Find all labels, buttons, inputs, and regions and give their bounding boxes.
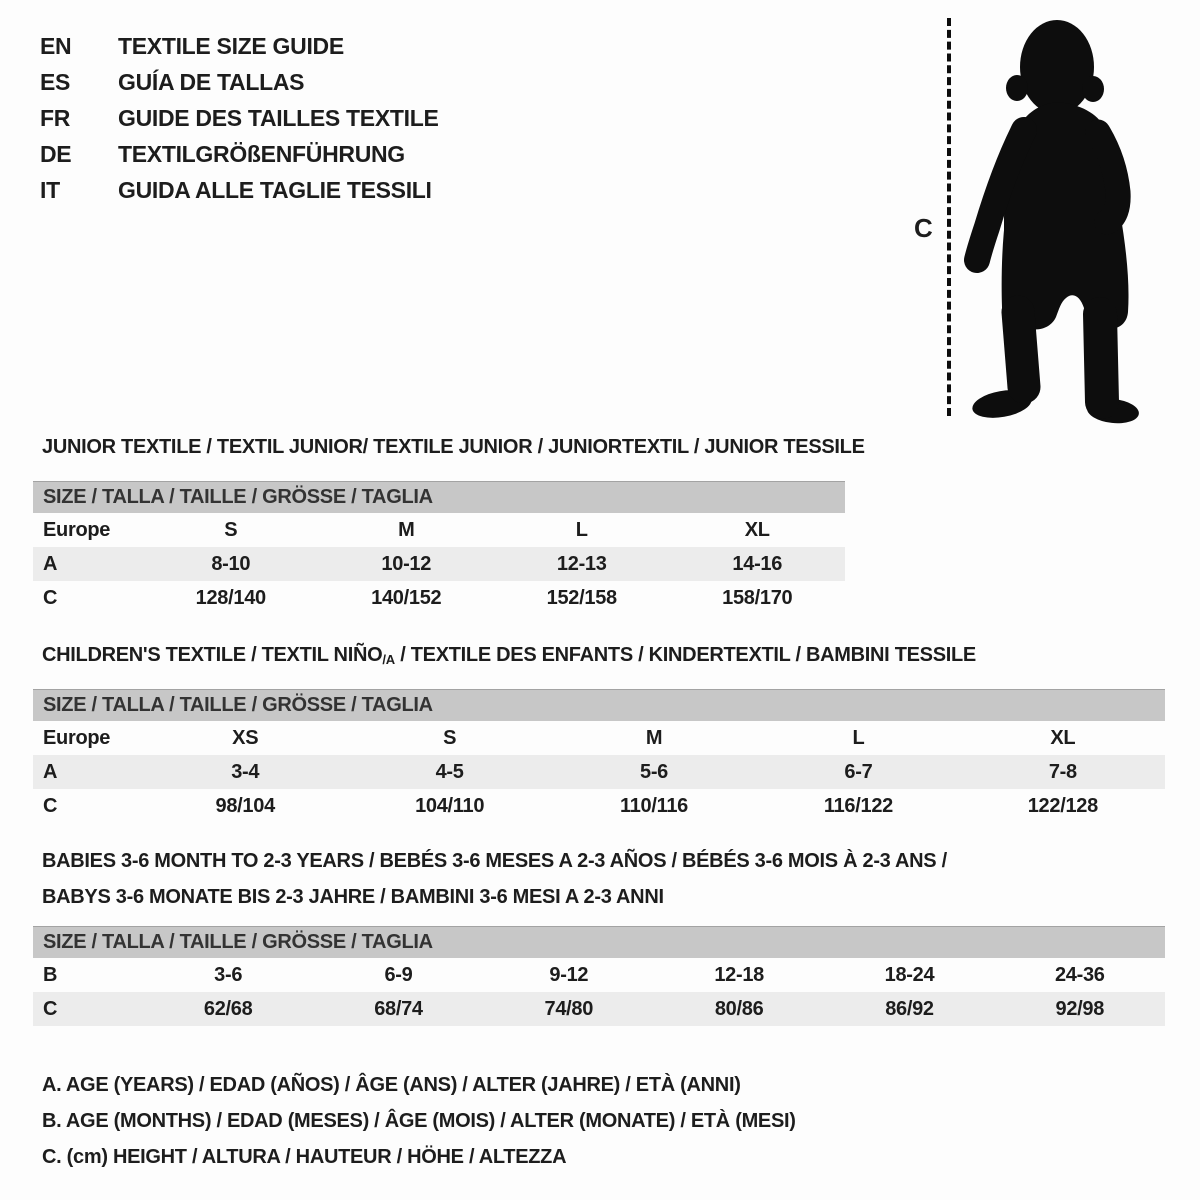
size-cell: 62/68 <box>203 997 253 1020</box>
row-label: C <box>43 997 58 1020</box>
language-row <box>40 64 439 100</box>
size-cell: 12-13 <box>556 552 607 575</box>
size-cell: 6-7 <box>844 760 873 783</box>
language-row <box>40 136 439 172</box>
table-row <box>33 513 845 547</box>
section-title-line: BABYS 3-6 MONATE BIS 2-3 JAHRE / BAMBINI 3-6 MESI A 2-3 ANNI <box>42 886 664 908</box>
size-cell: S <box>443 726 457 749</box>
section-title <box>42 843 947 915</box>
size-cell: 24-36 <box>1054 963 1105 986</box>
language-code: IT <box>40 176 60 203</box>
legend-line: B. AGE (MONTHS) / EDAD (MESES) / ÂGE (MOIS) / ALTER (MONATE) / ETÀ (MESI) <box>42 1109 796 1132</box>
size-cell: 98/104 <box>215 794 275 817</box>
language-guide-title: GUIDA ALLE TAGLIE TESSILI <box>118 176 432 203</box>
size-cell: 3-6 <box>214 963 243 986</box>
size-cell: 9-12 <box>549 963 589 986</box>
section-title-line: BABIES 3-6 MONTH TO 2-3 YEARS / BEBÉS 3-6 MESES A 2-3 AÑOS / BÉBÉS 3-6 MOIS À 2-3 ANS / <box>42 850 947 872</box>
size-cell: 4-5 <box>435 760 464 783</box>
size-cell: 5-6 <box>640 760 669 783</box>
language-title-list <box>40 28 439 208</box>
size-cell: 92/98 <box>1055 997 1105 1020</box>
language-code: DE <box>40 140 72 167</box>
size-cell: 140/152 <box>371 586 442 609</box>
row-label: C <box>43 586 58 609</box>
junior-size-table <box>33 481 845 615</box>
section-title <box>42 637 976 678</box>
toddler-silhouette-icon <box>952 12 1170 428</box>
size-cell: 8-10 <box>211 552 251 575</box>
size-cell: 116/122 <box>823 794 893 817</box>
table-header: SIZE / TALLA / TAILLE / GRÖSSE / TAGLIA <box>33 926 1165 958</box>
size-cell: 6-9 <box>384 963 413 986</box>
size-cell: 3-4 <box>231 760 260 783</box>
table-row <box>33 755 1165 789</box>
size-cell: M <box>398 518 415 541</box>
table-row <box>33 789 1165 823</box>
size-cell: M <box>645 726 663 749</box>
size-cell: S <box>224 518 238 541</box>
size-cell: XL <box>744 518 770 541</box>
height-measure-label: C <box>914 213 933 243</box>
language-row <box>40 100 439 136</box>
size-cell: 110/116 <box>620 794 689 817</box>
size-cell: 14-16 <box>732 552 783 575</box>
size-cell: 12-18 <box>714 963 764 986</box>
size-cell: L <box>575 518 588 541</box>
babies-size-table <box>33 926 1165 1026</box>
table-row <box>33 547 845 581</box>
table-row <box>33 721 1165 755</box>
size-cell: 18-24 <box>884 963 935 986</box>
row-label: C <box>43 794 58 817</box>
table-header: SIZE / TALLA / TAILLE / GRÖSSE / TAGLIA <box>33 689 1165 721</box>
language-guide-title: GUIDE DES TAILLES TEXTILE <box>118 104 439 131</box>
size-cell: 68/74 <box>374 997 423 1020</box>
size-cell: 7-8 <box>1048 760 1077 783</box>
size-cell: 152/158 <box>546 586 617 609</box>
language-code: ES <box>40 68 71 95</box>
size-cell: 122/128 <box>1027 794 1098 817</box>
section-title-line: CHILDREN'S TEXTILE / TEXTIL $NIÑO_{/A}$ / TEXTILE DES ENFANTS / KINDERTEXTIL / BAMBINI TESSILE <box>42 644 976 667</box>
size-cell: L <box>852 726 865 749</box>
height-measure-dashed-line <box>947 18 951 416</box>
size-cell: XS <box>232 726 259 749</box>
language-guide-title: TEXTILE SIZE GUIDE <box>118 32 344 59</box>
language-guide-title: GUÍA DE TALLAS <box>118 68 305 95</box>
language-row <box>40 172 439 208</box>
section-title <box>42 429 865 465</box>
size-cell: 86/92 <box>885 997 934 1020</box>
language-code: FR <box>40 104 71 131</box>
size-cell: 104/110 <box>415 794 485 817</box>
legend <box>42 1067 796 1175</box>
row-label: Europe <box>43 726 111 749</box>
size-cell: 10-12 <box>381 552 432 575</box>
size-cell: 158/170 <box>722 586 793 609</box>
size-cell: 128/140 <box>195 586 266 609</box>
language-code: EN <box>40 32 72 59</box>
row-label: Europe <box>43 518 111 541</box>
row-label: B <box>43 963 58 986</box>
table-header: SIZE / TALLA / TAILLE / GRÖSSE / TAGLIA <box>33 481 845 513</box>
table-row <box>33 992 1165 1026</box>
table-row <box>33 581 845 615</box>
row-label: A <box>43 760 58 783</box>
legend-line: C. (cm) HEIGHT / ALTURA / HAUTEUR / HÖHE / ALTEZZA <box>42 1145 567 1168</box>
language-guide-title: TEXTILGRÖßENFÜHRUNG <box>118 140 405 167</box>
size-cell: 80/86 <box>714 997 764 1020</box>
size-cell: XL <box>1050 726 1076 749</box>
legend-line: A. AGE (YEARS) / EDAD (AÑOS) / ÂGE (ANS) / ALTER (JAHRE) / ETÀ (ANNI) <box>42 1073 741 1096</box>
row-label: A <box>43 552 58 575</box>
size-cell: 74/80 <box>544 997 594 1020</box>
children-size-table <box>33 689 1165 823</box>
table-row <box>33 958 1165 992</box>
section-title-line: JUNIOR TEXTILE / TEXTIL JUNIOR/ TEXTILE JUNIOR / JUNIORTEXTIL / JUNIOR TESSILE <box>42 436 865 458</box>
language-row <box>40 28 439 64</box>
